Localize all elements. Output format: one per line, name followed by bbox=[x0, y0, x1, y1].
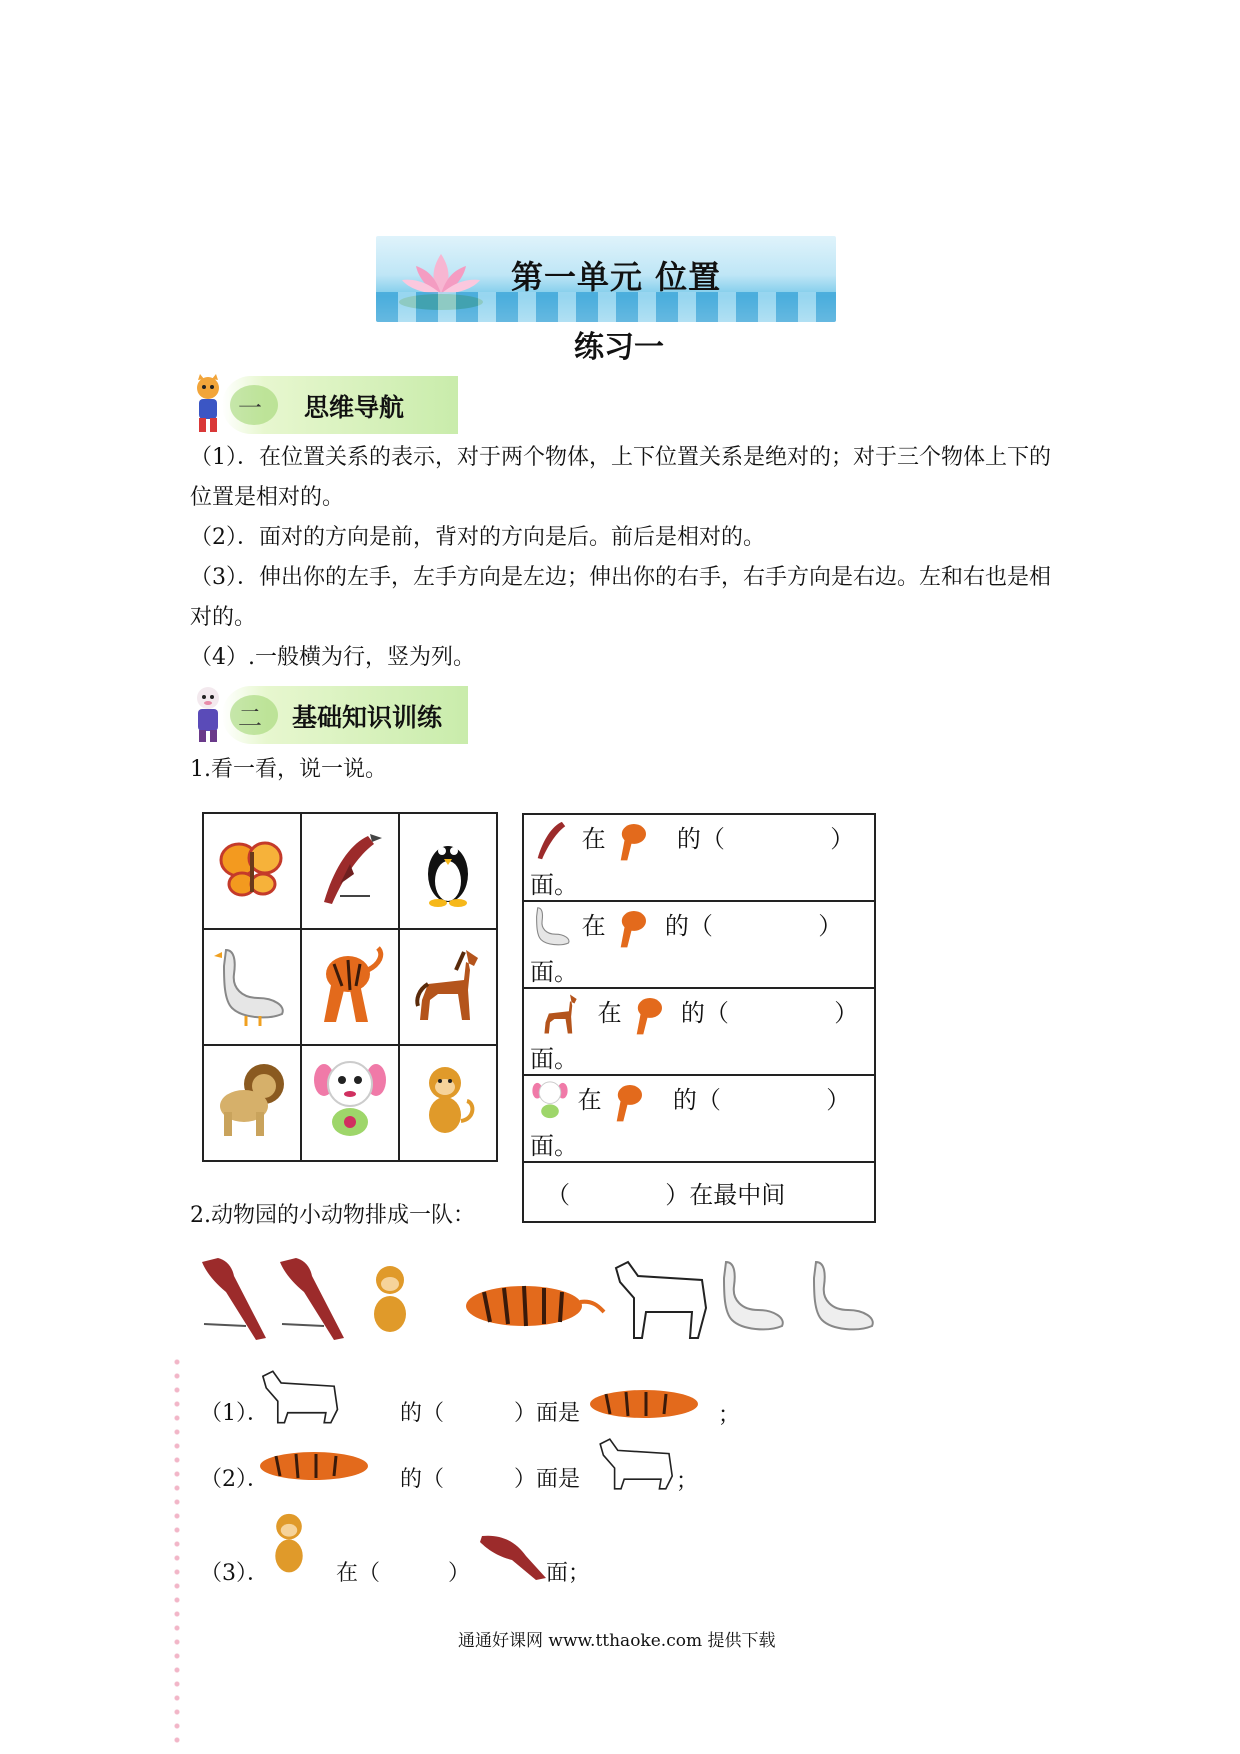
bird-icon bbox=[202, 1258, 266, 1340]
de-text: 的（ bbox=[676, 825, 725, 853]
bird-icon bbox=[472, 1526, 552, 1586]
grid-cell bbox=[203, 1045, 301, 1161]
grid-cell bbox=[399, 929, 497, 1045]
title-banner bbox=[376, 236, 836, 322]
grid-cell bbox=[203, 929, 301, 1045]
horse-icon bbox=[592, 1436, 682, 1492]
sub-question-3: （3）． 在（ ） 面； bbox=[200, 1512, 760, 1592]
answer-row bbox=[523, 901, 875, 988]
point-3: （3）．伸出你的左手，左手方向是左边；伸出你的右手，右手方向是右边。左和右也是相对的。 bbox=[190, 565, 1052, 630]
mian-text: ）面。 bbox=[530, 1086, 851, 1160]
point-2: （2）．面对的方向是前，背对的方向是后。前后是相对的。 bbox=[190, 525, 765, 550]
grid-cell bbox=[399, 1045, 497, 1161]
tiger-icon bbox=[586, 1382, 716, 1422]
animal-grid bbox=[202, 812, 498, 1162]
answer-row bbox=[523, 814, 875, 901]
lion-icon bbox=[212, 1056, 292, 1146]
monkey-icon bbox=[413, 1061, 483, 1141]
goose-icon bbox=[724, 1262, 783, 1329]
question-2: 2.动物园的小动物排成一队： bbox=[190, 1203, 475, 1228]
grid-cell bbox=[203, 813, 301, 929]
center-text: ）在最中间 bbox=[665, 1180, 786, 1209]
bird-icon bbox=[280, 1258, 344, 1340]
de-text: 的（ bbox=[680, 999, 729, 1027]
point-1: （1）．在位置关系的表示，对于两个物体，上下位置关系是绝对的；对于三个物体上下的位置是相对的。 bbox=[190, 445, 1052, 510]
page-subtitle: 练习一 bbox=[574, 330, 664, 365]
grid-cell bbox=[301, 813, 399, 929]
tiger-icon bbox=[613, 815, 657, 865]
section-label: 思维导航 bbox=[304, 393, 405, 422]
section-label: 基础知识训练 bbox=[292, 703, 443, 732]
sub-question-2: （2）． 的（ ）面是 ； bbox=[200, 1434, 760, 1494]
tiger-icon bbox=[629, 989, 673, 1039]
grid-cell bbox=[301, 1045, 399, 1161]
open-paren: （ bbox=[546, 1180, 570, 1209]
decorative-border bbox=[172, 1355, 182, 1750]
bird-icon bbox=[530, 815, 574, 865]
footer: 通通好课网 www.tthaoke.com 提供下载 bbox=[458, 1631, 776, 1651]
tiger-icon bbox=[609, 1076, 653, 1126]
zai-text: 在 bbox=[581, 825, 606, 853]
goose-icon bbox=[814, 1262, 873, 1329]
horse-icon bbox=[530, 989, 590, 1039]
monkey-icon bbox=[374, 1266, 406, 1332]
section-number: 二 bbox=[238, 704, 262, 732]
tiger-icon bbox=[256, 1444, 386, 1484]
horse-icon bbox=[616, 1262, 706, 1338]
mian-text: ）面。 bbox=[530, 999, 859, 1073]
de-text: 的（ bbox=[664, 912, 713, 940]
section-header-1 bbox=[186, 374, 466, 434]
monkey-icon bbox=[264, 1512, 314, 1576]
horse-icon bbox=[408, 940, 488, 1030]
animal-queue bbox=[196, 1252, 896, 1342]
answer-table bbox=[522, 813, 876, 1223]
tiger-icon bbox=[310, 940, 390, 1030]
tiger-icon bbox=[613, 902, 657, 952]
section-header-2 bbox=[186, 684, 476, 744]
butterfly-icon bbox=[217, 834, 287, 904]
zai-text: 在 bbox=[597, 999, 622, 1027]
sub-question-1: （1）． 的（ ）面是 ； bbox=[200, 1368, 760, 1428]
bird-icon bbox=[310, 824, 390, 914]
page-title: 第一单元 位置 bbox=[511, 258, 722, 296]
animal-queue-image bbox=[196, 1252, 896, 1342]
de-text: 的（ bbox=[672, 1086, 721, 1114]
penguin-icon bbox=[418, 829, 478, 909]
zai-text: 在 bbox=[581, 912, 606, 940]
tiger-icon bbox=[466, 1286, 604, 1326]
dog-icon bbox=[530, 1078, 570, 1124]
answer-row bbox=[523, 1075, 875, 1162]
answer-row bbox=[523, 988, 875, 1075]
grid-cell bbox=[399, 813, 497, 929]
section-number: 一 bbox=[238, 394, 262, 422]
mian-text: ）面。 bbox=[530, 825, 855, 899]
dog-icon bbox=[310, 1054, 390, 1148]
grid-cell bbox=[301, 929, 399, 1045]
goose-icon bbox=[530, 902, 574, 952]
goose-icon bbox=[212, 940, 292, 1030]
horse-icon bbox=[256, 1368, 346, 1426]
question-1: 1.看一看，说一说。 bbox=[190, 757, 387, 782]
point-4: （4）.一般横为行，竖为列。 bbox=[190, 645, 475, 670]
mian-text: ）面。 bbox=[530, 912, 843, 986]
zai-text: 在 bbox=[577, 1086, 602, 1114]
